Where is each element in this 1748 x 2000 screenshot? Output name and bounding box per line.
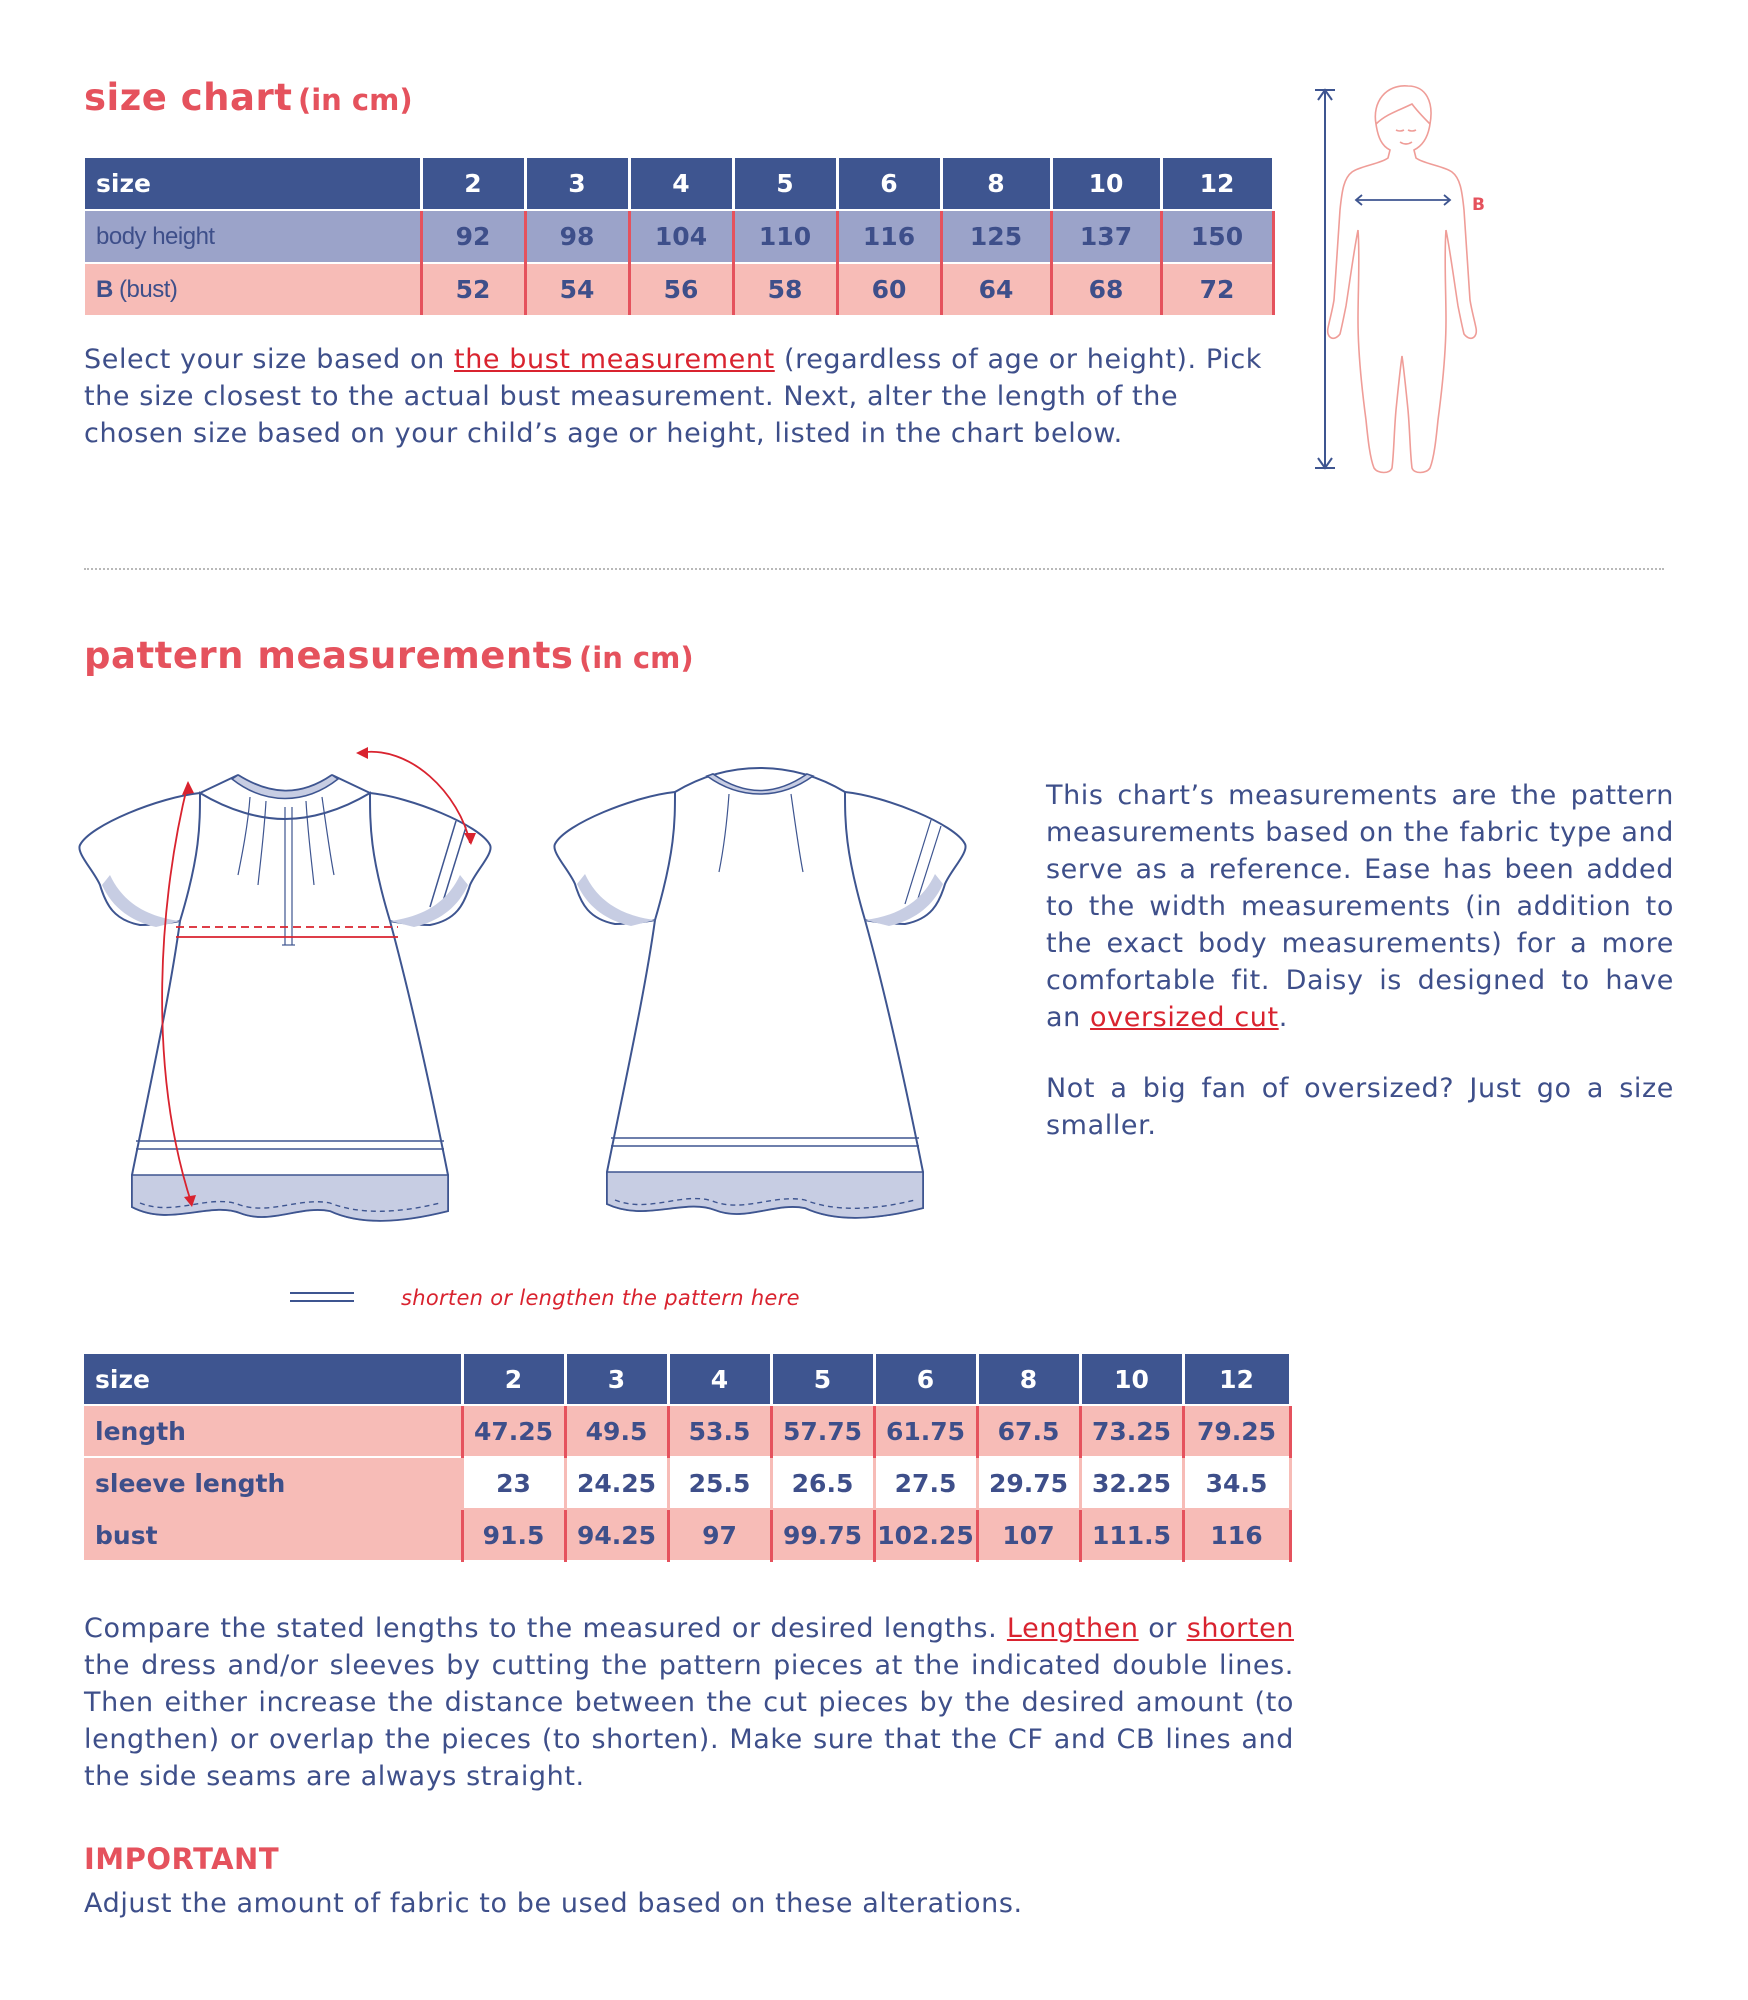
figure-bust-label: B <box>1472 195 1485 215</box>
dress-back-illustration <box>545 752 1005 1242</box>
size-header-cell: 12 <box>1161 158 1273 210</box>
table-cell: 98 <box>525 210 629 263</box>
length-label: length <box>84 1405 462 1457</box>
size-chart-title: size chart <box>84 76 293 119</box>
pattern-heading <box>84 634 694 677</box>
table-cell: 99.75 <box>771 1509 874 1561</box>
pattern-title: pattern measurements <box>84 634 574 677</box>
table-cell: 107 <box>977 1509 1080 1561</box>
size-header-cell: 8 <box>941 158 1051 210</box>
table-cell: 47.25 <box>462 1405 565 1457</box>
height-arrow <box>1315 90 1335 468</box>
double-line-legend-icon <box>290 1292 354 1302</box>
size-chart-table <box>85 158 1275 315</box>
table-cell: 67.5 <box>977 1405 1080 1457</box>
size-header-cell: 12 <box>1183 1354 1290 1405</box>
table-cell: 91.5 <box>462 1509 565 1561</box>
pattern-side-text-body: This chart’s measurements are the pattern measurements based on the fabric type and serve as a reference. Ease has been added to the width measurements (in addition to the exact body measurements) for a more comfortable fit. Daisy is designed to have an <box>1046 780 1674 1033</box>
length-row <box>84 1405 1290 1457</box>
size-header-cell: 10 <box>1051 158 1161 210</box>
dress-front-illustration <box>70 735 530 1245</box>
sleeve-length-label: sleeve length <box>84 1457 462 1509</box>
pattern-bust-row <box>84 1509 1290 1561</box>
size-header-cell: 6 <box>874 1354 977 1405</box>
table-cell: 58 <box>733 263 837 315</box>
table-cell: 34.5 <box>1183 1457 1290 1509</box>
child-outline <box>1328 86 1477 473</box>
table-cell: 49.5 <box>565 1405 668 1457</box>
bust-label <box>85 263 421 315</box>
size-chart-header-row <box>85 158 1273 210</box>
pattern-bust-label: bust <box>84 1509 462 1561</box>
size-header-cell: 2 <box>462 1354 565 1405</box>
table-cell: 25.5 <box>668 1457 771 1509</box>
important-text: Adjust the amount of fabric to be used based on these alterations. <box>84 1888 1023 1919</box>
table-cell: 104 <box>629 210 733 263</box>
size-header-cell: 5 <box>733 158 837 210</box>
table-cell: 111.5 <box>1080 1509 1183 1561</box>
bust-measurement-link[interactable]: the bust measurement <box>454 344 775 375</box>
oversized-cut-link[interactable]: oversized cut <box>1090 1002 1279 1033</box>
size-header-cell: 6 <box>837 158 941 210</box>
section-divider <box>84 568 1664 570</box>
table-cell: 150 <box>1161 210 1273 263</box>
size-header-cell: 8 <box>977 1354 1080 1405</box>
table-cell: 53.5 <box>668 1405 771 1457</box>
size-header-cell: 3 <box>565 1354 668 1405</box>
lengthen-link[interactable]: Lengthen <box>1006 1613 1139 1644</box>
size-header-cell: 2 <box>421 158 525 210</box>
table-cell: 73.25 <box>1080 1405 1183 1457</box>
table-cell: 94.25 <box>565 1509 668 1561</box>
table-cell: 27.5 <box>874 1457 977 1509</box>
alteration-instructions <box>84 1610 1294 1795</box>
pattern-side-text <box>1046 777 1674 1036</box>
table-cell: 79.25 <box>1183 1405 1290 1457</box>
table-cell: 137 <box>1051 210 1161 263</box>
size-instructions-text-rest: (regardless of age or height). Pick the size closest to the actual bust measurement. Next, alter the length of the chosen size based on your child’s age or height, listed in the chart below. <box>84 344 1262 449</box>
size-header-cell: 3 <box>525 158 629 210</box>
table-cell: 64 <box>941 263 1051 315</box>
alteration-text-rest: the dress and/or sleeves by cutting the pattern pieces at the indicated double lines. Then either increase the distance between the cut pieces by the desired amount (to lengthen) or overlap the pieces (to shorten). Make sure that the CF and CB lines and the side seams are always straight. <box>84 1650 1294 1792</box>
size-header-cell: 4 <box>668 1354 771 1405</box>
pattern-measurements-table <box>84 1354 1292 1562</box>
size-header-cell: 10 <box>1080 1354 1183 1405</box>
size-header-label: size <box>85 158 421 210</box>
table-cell: 24.25 <box>565 1457 668 1509</box>
oversized-note: Not a big fan of oversized? Just go a size smaller. <box>1046 1073 1674 1141</box>
alteration-text-or: or <box>1138 1613 1187 1644</box>
table-cell: 116 <box>837 210 941 263</box>
size-header-cell: 5 <box>771 1354 874 1405</box>
pattern-header-row <box>84 1354 1290 1405</box>
table-cell: 52 <box>421 263 525 315</box>
table-cell: 26.5 <box>771 1457 874 1509</box>
shorten-link[interactable]: shorten <box>1186 1613 1294 1644</box>
bust-label-text: (bust) <box>112 275 178 303</box>
pattern-side-text-end: . <box>1278 1002 1288 1033</box>
table-cell: 125 <box>941 210 1051 263</box>
bust-row <box>85 263 1273 315</box>
table-cell: 102.25 <box>874 1509 977 1561</box>
table-cell: 57.75 <box>771 1405 874 1457</box>
bust-line <box>1356 195 1450 205</box>
size-chart-unit: (in cm) <box>297 83 413 117</box>
pattern-unit: (in cm) <box>579 641 694 675</box>
table-cell: 110 <box>733 210 837 263</box>
alteration-text: Compare the stated lengths to the measured or desired lengths. <box>84 1613 1007 1644</box>
table-cell: 92 <box>421 210 525 263</box>
table-cell: 32.25 <box>1080 1457 1183 1509</box>
pattern-size-header-label: size <box>84 1354 462 1405</box>
size-header-cell: 4 <box>629 158 733 210</box>
body-height-row <box>85 210 1273 263</box>
child-figure-illustration <box>1300 80 1500 490</box>
table-cell: 60 <box>837 263 941 315</box>
table-cell: 97 <box>668 1509 771 1561</box>
table-cell: 72 <box>1161 263 1273 315</box>
table-cell: 61.75 <box>874 1405 977 1457</box>
table-cell: 68 <box>1051 263 1161 315</box>
table-cell: 116 <box>1183 1509 1290 1561</box>
important-heading: IMPORTANT <box>84 1842 280 1876</box>
table-cell: 54 <box>525 263 629 315</box>
bust-label-letter: B <box>96 275 113 303</box>
table-cell: 29.75 <box>977 1457 1080 1509</box>
size-instructions <box>84 341 1284 452</box>
table-cell: 23 <box>462 1457 565 1509</box>
sleeve-length-row <box>84 1457 1290 1509</box>
size-instructions-text: Select your size based on <box>84 344 455 375</box>
size-chart-heading <box>84 76 413 119</box>
body-height-label: body height <box>85 210 421 263</box>
legend-text: shorten or lengthen the pattern here <box>401 1286 800 1310</box>
table-cell: 56 <box>629 263 733 315</box>
